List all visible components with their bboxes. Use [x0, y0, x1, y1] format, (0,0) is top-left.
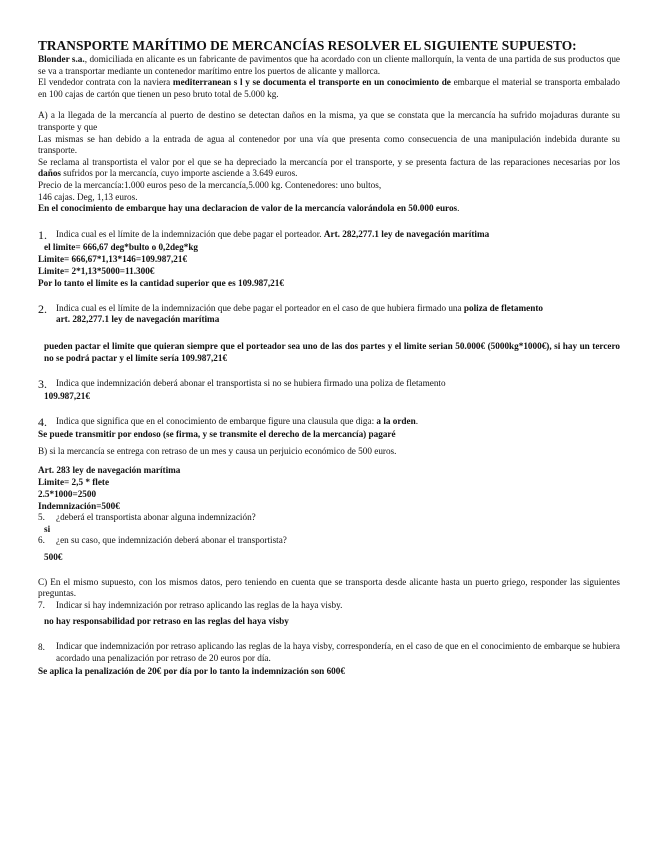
answer-line: no hay responsabilidad por retraso en las reglas del haya visby	[44, 616, 289, 627]
question-text: ¿en su caso, que indemnización deberá abonar el transportista?	[56, 535, 287, 546]
intro-line1-rest: , domiciliada en alicante es un fabricante de pavimentos que ha acordado con un cliente mallorquín, la venta de una partida de sus productos que se va a transportar mediante un contenedor marítimo entre los puertos de alicante y mallorca.	[38, 54, 620, 76]
question-text: Indica cual es el límite de la indemnización que debe pagar el porteador.	[56, 228, 324, 239]
document-title: TRANSPORTE MARÍTIMO DE MERCANCÍAS RESOLVER EL SIGUIENTE SUPUESTO:	[38, 38, 577, 53]
question-8	[38, 641, 620, 664]
section-a-p4: Precio de la mercancía:1.000 euros peso de la mercancía,5.000 kg. Contenedores: uno bultos,	[38, 179, 382, 190]
question-number: 7.	[38, 599, 45, 610]
answer-line: el limite= 666,67 deg*bulto o 0,2deg*kg	[44, 241, 199, 252]
answer-line: Se aplica la penalización de 20€ por día por lo tanto la indemnización son 600€	[38, 665, 345, 676]
question-number: 2.	[38, 301, 47, 316]
question-2	[38, 303, 620, 326]
section-a-p3-b: sufridos por la mercancía, cuyo importe asciende a 3.649 euros.	[60, 168, 298, 179]
answer-line: Limite= 666,67*1,13*146=109.987,21€	[38, 253, 188, 264]
section-a-p5: 146 cajas. Deg, 1,13 euros.	[38, 191, 138, 202]
intro-paragraph-2	[38, 77, 620, 100]
question-1	[38, 229, 620, 241]
answer-line: Indemnización=500€	[38, 500, 120, 511]
question-6	[38, 535, 620, 547]
answer-line: 500€	[44, 551, 63, 562]
answer-line: 2.5*1000=2500	[38, 488, 97, 499]
question-3	[38, 378, 620, 390]
section-a-p3-a: Se reclama al transportista el valor por el que se ha depreciado la mercancía por el transporte, y se presenta factura de las reparaciones necesarias por los	[38, 156, 620, 167]
section-c-text: C) En el mismo supuesto, con los mismos datos, pero teniendo en cuenta que se transporta desde alicante hasta un puerto griego, responder las siguientes preguntas.	[38, 576, 620, 599]
answer-line: 109.987,21€	[44, 390, 90, 401]
question-number: 1.	[38, 227, 47, 242]
question-number: 6.	[38, 535, 45, 546]
section-a-p6-end: .	[457, 203, 460, 214]
answer-line: Se puede transmitir por endoso (se firma, y se transmite el derecho de la mercancía) pagaré	[38, 428, 396, 439]
question-number: 5.	[38, 511, 45, 522]
question-number: 4.	[38, 414, 47, 429]
answer-paragraph: pueden pactar el limite que quieran siempre que el porteador sea uno de las dos partes y el limite serian 50.000€ (5000kg*1000€), si hay un tercero no se podrá pactar y el limite sería 109.987,21€	[44, 340, 620, 363]
company-name: Blonder s.a.	[38, 54, 85, 64]
answer-line: Limite= 2,5 * flete	[38, 476, 110, 487]
section-a-p3-bold: daños	[38, 168, 61, 179]
question-text: ¿deberá el transportista abonar alguna indemnización?	[56, 511, 256, 522]
document-page	[38, 38, 620, 677]
section-b-text: B) si la mercancía se entrega con retraso de un mes y causa un perjuicio económico de 500 euros.	[38, 445, 397, 456]
section-a-p3	[38, 157, 620, 180]
question-text-bold: Art. 282,277.1 ley de navegación marítima	[323, 228, 490, 239]
answer-line: Por lo tanto el limite es la cantidad superior que es 109.987,21€	[38, 277, 284, 288]
question-4	[38, 416, 620, 428]
answer-line: Limite= 2*1,13*5000=11.300€	[38, 265, 155, 276]
section-a-p6-bold: En el conocimiento de embarque hay una declaracion de valor de la mercancía valorándola en 50.000 euros	[38, 203, 458, 214]
intro-line2-a: El vendedor contrata con la naviera	[38, 77, 173, 88]
question-text: Indicar que indemnización por retraso aplicando las reglas de la haya visby, correspondería, en el caso de que en el conocimiento de embarque se hubiera acordado una penalización por retraso de 20 euros por día.	[56, 641, 620, 664]
question-text-bold-2: art. 282,277.1 ley de navegación marítima	[56, 314, 220, 325]
answer-line: si	[44, 524, 51, 535]
question-text: Indica que significa que en el conocimiento de embarque figure una clausula que diga:	[56, 415, 377, 426]
question-text: Indica cual es el límite de la indemnización que debe pagar el porteador en el caso de que hubiera firmado una	[56, 302, 464, 313]
intro-line2-bold: mediterranean s l y se documenta el transporte en un conocimiento de	[172, 77, 451, 88]
section-a-p1: A) a la llegada de la mercancía al puerto de destino se detectan daños en la misma, ya que se constata que la mercancía ha sufrido mojaduras durante su transporte y que	[38, 110, 620, 132]
question-7	[38, 600, 620, 612]
intro-line2-b: embarque el material se transporta embalado en 100 cajas de cartón que tienen un peso bruto total de 5.000 kg.	[38, 77, 620, 99]
answer-line: Art. 283 ley de navegación marítima	[38, 464, 181, 475]
question-text: Indica que indemnización deberá abonar el transportista si no se hubiera firmado una poliza de fletamento	[56, 377, 446, 388]
question-5	[38, 512, 620, 524]
question-text: Indicar si hay indemnización por retraso aplicando las reglas de la haya visby.	[56, 599, 343, 610]
question-text-end: .	[415, 415, 419, 426]
section-a-p2: Las mismas se han debido a la entrada de agua al contenedor por una vía que presenta como consecuencia de una manipulación indebida durante su transporte.	[38, 133, 620, 156]
section-a-p6	[38, 203, 620, 215]
intro-paragraph-1	[38, 54, 620, 77]
question-text-bold: poliza de fletamento	[463, 302, 544, 313]
question-number: 3.	[38, 376, 47, 391]
question-number: 8.	[38, 642, 45, 653]
question-text-bold: a la orden	[376, 415, 416, 426]
